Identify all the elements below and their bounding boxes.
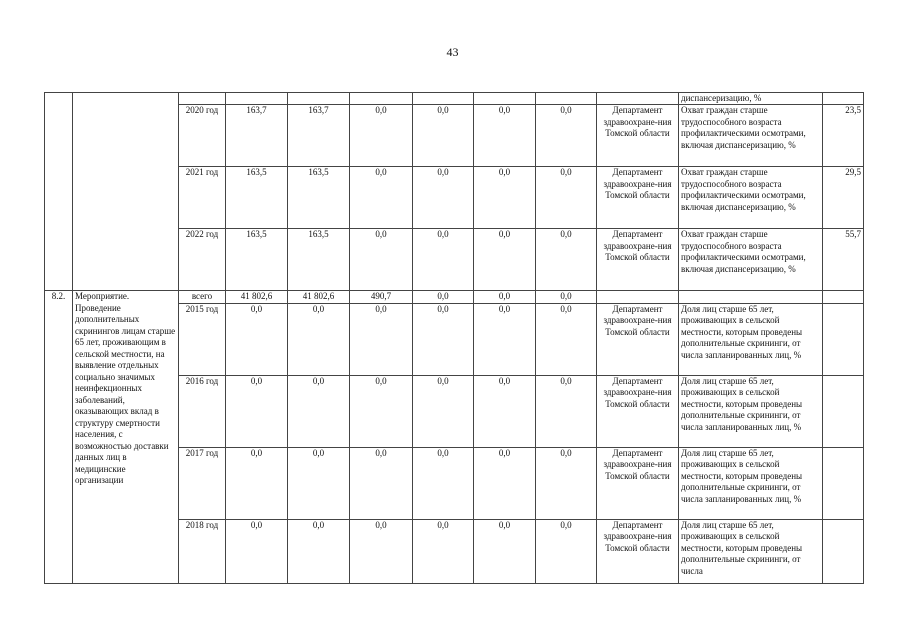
value-d: 0,0 <box>474 105 536 167</box>
indicator-value: 55,7 <box>823 229 864 291</box>
value-d: 0,0 <box>474 303 536 375</box>
indicator-cell: Охват граждан старше трудоспособного возраста профилактическими осмотрами, включая диспансеризацию, % <box>679 229 823 291</box>
program-table <box>44 92 864 584</box>
year-cell: 2018 год <box>179 519 226 583</box>
value-total: 0,0 <box>226 303 288 375</box>
value-a: 41 802,6 <box>288 291 350 304</box>
value-e: 0,0 <box>536 105 597 167</box>
department-cell: Департамент здравоохране-ния Томской области <box>597 447 679 519</box>
value-d: 0,0 <box>474 519 536 583</box>
year-cell: 2021 год <box>179 167 226 229</box>
indicator-cell: Доля лиц старше 65 лет, проживающих в сельской местности, которым проведены дополнительные скрининги, от числа запланированных лиц, % <box>679 447 823 519</box>
indicator-cell: Охват граждан старше трудоспособного возраста профилактическими осмотрами, включая диспансеризацию, % <box>679 105 823 167</box>
value-b: 490,7 <box>350 291 413 304</box>
value-b: 0,0 <box>350 105 413 167</box>
value-c: 0,0 <box>413 105 474 167</box>
item-number: 8.2. <box>45 291 73 584</box>
department-cell: Департамент здравоохране-ния Томской области <box>597 519 679 583</box>
value-c: 0,0 <box>413 167 474 229</box>
value-a: 0,0 <box>288 447 350 519</box>
value-a: 0,0 <box>288 519 350 583</box>
table-row <box>45 93 864 105</box>
indicator-cell: Доля лиц старше 65 лет, проживающих в сельской местности, которым проведены дополнительные скрининги, от числа <box>681 519 803 576</box>
value-e: 0,0 <box>536 519 597 583</box>
value-total: 163,5 <box>226 229 288 291</box>
value-e: 0,0 <box>536 167 597 229</box>
value-b: 0,0 <box>350 447 413 519</box>
value-e: 0,0 <box>536 229 597 291</box>
item-title: Мероприятие. Проведение дополнительных скринингов лицам старше 65 лет, проживающим в сельской местности, на выявление отдельных социально значимых неинфекционных заболеваний, оказывающих вклад в структуру смертности населения, с возможностью доставки данных лиц в медицинские организации <box>75 291 176 485</box>
value-c: 0,0 <box>413 229 474 291</box>
department-cell: Департамент здравоохране-ния Томской области <box>597 229 679 291</box>
year-cell: 2016 год <box>179 375 226 447</box>
value-a: 0,0 <box>288 303 350 375</box>
indicator-value: 23,5 <box>823 105 864 167</box>
value-c: 0,0 <box>413 519 474 583</box>
value-a: 163,5 <box>288 229 350 291</box>
value-b: 0,0 <box>350 303 413 375</box>
indicator-cell: Доля лиц старше 65 лет, проживающих в сельской местности, которым проведены дополнительные скрининги, от числа запланированных лиц, % <box>679 303 823 375</box>
department-cell: Департамент здравоохране-ния Томской области <box>597 375 679 447</box>
value-total: 0,0 <box>226 375 288 447</box>
department-cell: Департамент здравоохране-ния Томской области <box>597 303 679 375</box>
value-e: 0,0 <box>536 447 597 519</box>
cell-empty-number <box>45 93 73 291</box>
value-c: 0,0 <box>413 447 474 519</box>
value-e: 0,0 <box>536 291 597 304</box>
value-c: 0,0 <box>413 375 474 447</box>
cell-empty-title <box>73 93 179 291</box>
year-cell: 2020 год <box>179 105 226 167</box>
total-label: всего <box>179 291 226 304</box>
value-c: 0,0 <box>413 303 474 375</box>
table-row-total <box>45 291 864 304</box>
item-title-cell <box>73 291 179 584</box>
year-cell: 2015 год <box>179 303 226 375</box>
value-total: 163,7 <box>226 105 288 167</box>
value-d: 0,0 <box>474 291 536 304</box>
indicator-cut: диспансеризацию, % <box>681 93 762 103</box>
value-d: 0,0 <box>474 447 536 519</box>
value-a: 163,7 <box>288 105 350 167</box>
year-cell: 2017 год <box>179 447 226 519</box>
value-total: 0,0 <box>226 519 288 583</box>
value-d: 0,0 <box>474 375 536 447</box>
indicator-value: 29,5 <box>823 167 864 229</box>
value-b: 0,0 <box>350 375 413 447</box>
value-total: 0,0 <box>226 447 288 519</box>
year-cell: 2022 год <box>179 229 226 291</box>
page-number: 43 <box>446 45 459 59</box>
indicator-cell: Доля лиц старше 65 лет, проживающих в сельской местности, которым проведены дополнительные скрининги, от числа запланированных лиц, % <box>679 375 823 447</box>
indicator-cell: Охват граждан старше трудоспособного возраста профилактическими осмотрами, включая диспансеризацию, % <box>679 167 823 229</box>
value-a: 163,5 <box>288 167 350 229</box>
value-b: 0,0 <box>350 167 413 229</box>
value-b: 0,0 <box>350 229 413 291</box>
value-e: 0,0 <box>536 303 597 375</box>
value-total: 163,5 <box>226 167 288 229</box>
value-d: 0,0 <box>474 167 536 229</box>
value-d: 0,0 <box>474 229 536 291</box>
value-c: 0,0 <box>413 291 474 304</box>
indicator-cell-wrap <box>679 519 823 583</box>
value-a: 0,0 <box>288 375 350 447</box>
department-cell: Департамент здравоохране-ния Томской области <box>597 167 679 229</box>
value-total: 41 802,6 <box>226 291 288 304</box>
value-e: 0,0 <box>536 375 597 447</box>
department-cell: Департамент здравоохране-ния Томской области <box>597 105 679 167</box>
value-b: 0,0 <box>350 519 413 583</box>
